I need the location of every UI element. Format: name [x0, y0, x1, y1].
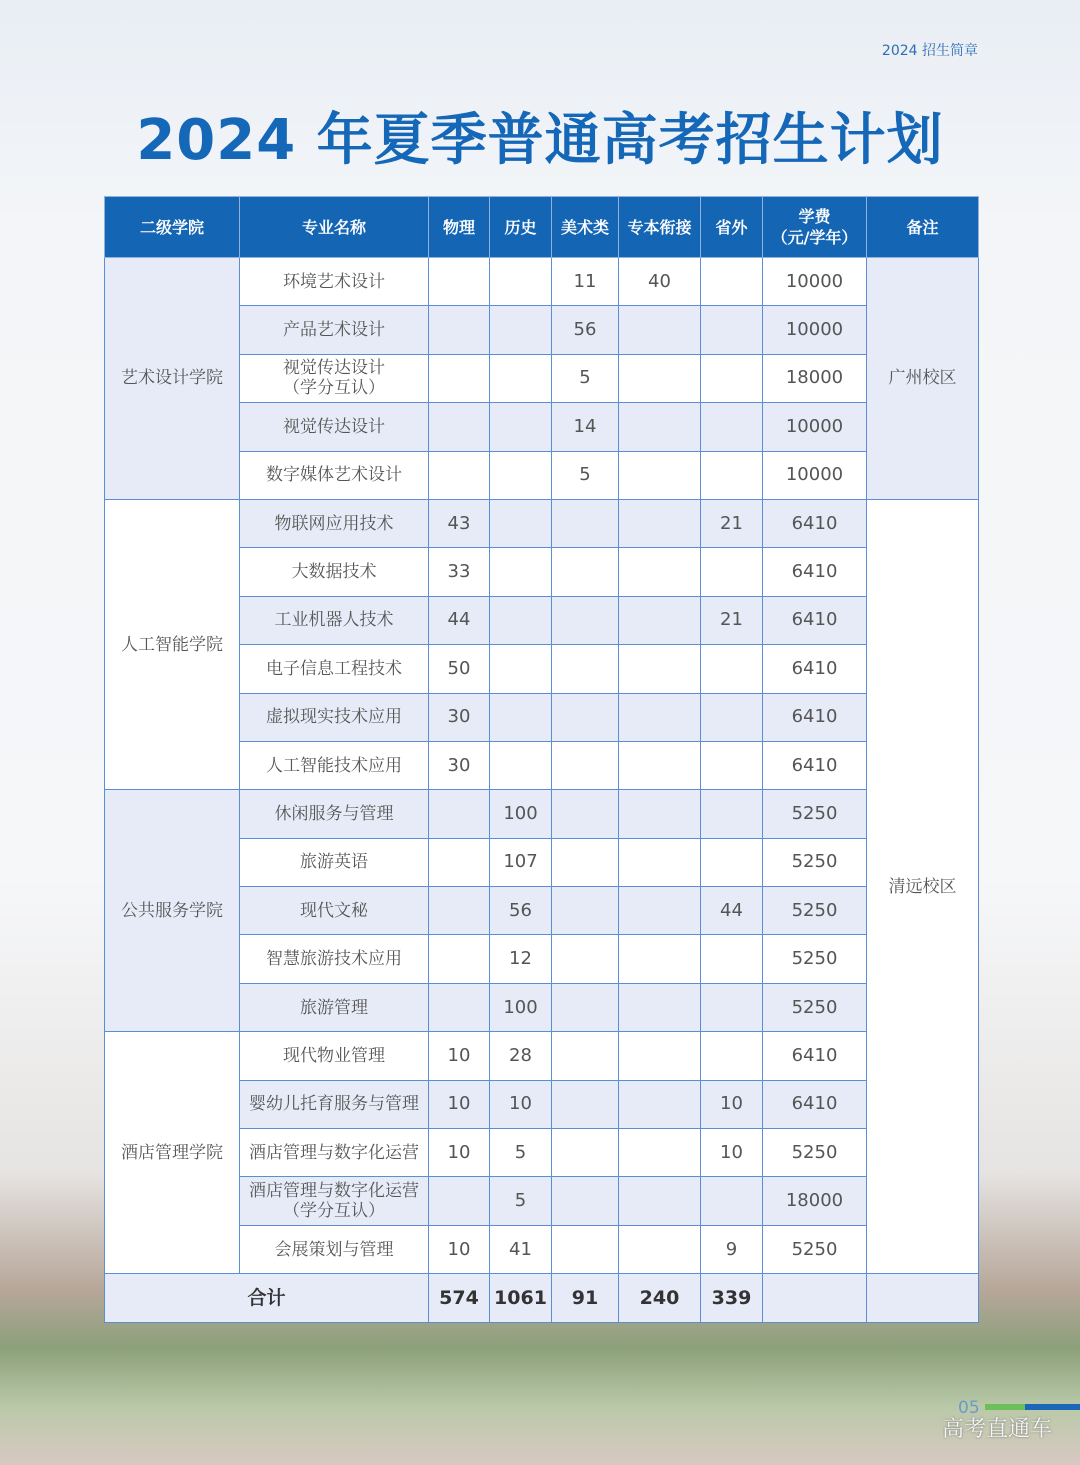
physics-cell: 30 — [429, 693, 490, 741]
col-history: 历史 — [490, 197, 552, 258]
art-cell — [552, 790, 619, 838]
fee-cell: 10000 — [763, 403, 867, 451]
out-province-cell — [701, 403, 763, 451]
bridge-cell — [619, 548, 701, 596]
major-note: （学分互认） — [283, 1201, 385, 1222]
art-cell — [552, 1032, 619, 1080]
major-cell: 大数据技术 — [240, 548, 429, 596]
history-cell — [490, 306, 552, 354]
total-hist: 1061 — [490, 1274, 552, 1322]
major-cell: 旅游英语 — [240, 838, 429, 886]
fee-cell: 6410 — [763, 548, 867, 596]
out-province-cell — [701, 1032, 763, 1080]
major-cell: 旅游管理 — [240, 983, 429, 1031]
art-cell: 5 — [552, 354, 619, 402]
col-college: 二级学院 — [105, 197, 240, 258]
bridge-cell — [619, 354, 701, 402]
out-province-cell: 9 — [701, 1225, 763, 1273]
fee-cell: 5250 — [763, 1129, 867, 1177]
col-fee — [763, 197, 867, 258]
history-cell — [490, 258, 552, 306]
col-art: 美术类 — [552, 197, 619, 258]
decor-bar-green — [985, 1404, 1025, 1410]
bridge-cell — [619, 306, 701, 354]
art-cell — [552, 499, 619, 547]
physics-cell: 10 — [429, 1080, 490, 1128]
bridge-cell — [619, 451, 701, 499]
art-cell — [552, 548, 619, 596]
major-cell: 环境艺术设计 — [240, 258, 429, 306]
physics-cell — [429, 451, 490, 499]
history-cell: 12 — [490, 935, 552, 983]
bridge-cell — [619, 790, 701, 838]
out-province-cell — [701, 354, 763, 402]
major-cell: 虚拟现实技术应用 — [240, 693, 429, 741]
out-province-cell — [701, 1177, 763, 1225]
bridge-cell: 40 — [619, 258, 701, 306]
history-cell: 5 — [490, 1129, 552, 1177]
remark-cell: 广州校区 — [867, 258, 979, 500]
out-province-cell — [701, 935, 763, 983]
art-cell — [552, 693, 619, 741]
major-cell: 人工智能技术应用 — [240, 741, 429, 789]
major-cell — [240, 354, 429, 402]
art-cell: 56 — [552, 306, 619, 354]
out-province-cell — [701, 258, 763, 306]
art-cell — [552, 1225, 619, 1273]
bridge-cell — [619, 983, 701, 1031]
fee-cell: 10000 — [763, 306, 867, 354]
fee-cell: 5250 — [763, 983, 867, 1031]
major-cell: 婴幼儿托育服务与管理 — [240, 1080, 429, 1128]
decor-bar-blue — [1025, 1404, 1080, 1410]
art-cell: 5 — [552, 451, 619, 499]
major-cell: 电子信息工程技术 — [240, 645, 429, 693]
out-province-cell: 44 — [701, 887, 763, 935]
college-cell: 人工智能学院 — [105, 499, 240, 789]
art-cell — [552, 838, 619, 886]
brochure-label: 2024 招生简章 — [881, 43, 978, 59]
bridge-cell — [619, 741, 701, 789]
physics-cell: 44 — [429, 596, 490, 644]
history-cell: 10 — [490, 1080, 552, 1128]
fee-cell: 10000 — [763, 258, 867, 306]
fee-cell: 5250 — [763, 1225, 867, 1273]
col-out-province: 省外 — [701, 197, 763, 258]
physics-cell: 43 — [429, 499, 490, 547]
table-header — [105, 197, 979, 258]
college-cell: 艺术设计学院 — [105, 258, 240, 500]
art-cell — [552, 741, 619, 789]
bridge-cell — [619, 1080, 701, 1128]
physics-cell — [429, 838, 490, 886]
major-cell: 数字媒体艺术设计 — [240, 451, 429, 499]
table-row — [105, 258, 979, 306]
history-cell: 107 — [490, 838, 552, 886]
fee-label: 学费 — [798, 207, 831, 226]
history-cell — [490, 693, 552, 741]
bridge-cell — [619, 1032, 701, 1080]
major-cell — [240, 1177, 429, 1225]
bridge-cell — [619, 935, 701, 983]
fee-cell: 10000 — [763, 451, 867, 499]
watermark: 高考直通车 — [942, 1417, 1053, 1442]
art-cell — [552, 1177, 619, 1225]
out-province-cell: 21 — [701, 596, 763, 644]
out-province-cell: 10 — [701, 1080, 763, 1128]
art-cell — [552, 983, 619, 1031]
major-cell: 现代文秘 — [240, 887, 429, 935]
out-province-cell — [701, 451, 763, 499]
bridge-cell — [619, 645, 701, 693]
major-cell: 休闲服务与管理 — [240, 790, 429, 838]
out-province-cell — [701, 741, 763, 789]
page-title: 2024 年夏季普通高考招生计划 — [136, 108, 944, 173]
bridge-cell — [619, 596, 701, 644]
fee-cell: 5250 — [763, 935, 867, 983]
physics-cell: 30 — [429, 741, 490, 789]
physics-cell — [429, 354, 490, 402]
art-cell — [552, 887, 619, 935]
history-cell: 100 — [490, 983, 552, 1031]
history-cell — [490, 741, 552, 789]
history-cell: 56 — [490, 887, 552, 935]
fee-cell: 5250 — [763, 838, 867, 886]
out-province-cell — [701, 790, 763, 838]
art-cell — [552, 596, 619, 644]
history-cell — [490, 354, 552, 402]
bridge-cell — [619, 1129, 701, 1177]
physics-cell — [429, 790, 490, 838]
total-bridge: 240 — [619, 1274, 701, 1322]
total-label: 合计 — [105, 1274, 429, 1322]
col-major: 专业名称 — [240, 197, 429, 258]
physics-cell: 50 — [429, 645, 490, 693]
history-cell: 28 — [490, 1032, 552, 1080]
fee-unit: （元/学年） — [771, 228, 858, 247]
physics-cell: 10 — [429, 1225, 490, 1273]
history-cell: 100 — [490, 790, 552, 838]
physics-cell — [429, 258, 490, 306]
out-province-cell — [701, 306, 763, 354]
bridge-cell — [619, 887, 701, 935]
bridge-cell — [619, 1177, 701, 1225]
out-province-cell: 21 — [701, 499, 763, 547]
out-province-cell — [701, 548, 763, 596]
col-physics: 物理 — [429, 197, 490, 258]
physics-cell — [429, 983, 490, 1031]
col-bridge: 专本衔接 — [619, 197, 701, 258]
college-cell: 酒店管理学院 — [105, 1032, 240, 1274]
history-cell — [490, 548, 552, 596]
history-cell: 5 — [490, 1177, 552, 1225]
table-row — [105, 790, 979, 838]
page-number: 05 — [958, 1398, 980, 1418]
out-province-cell — [701, 838, 763, 886]
major-cell: 物联网应用技术 — [240, 499, 429, 547]
fee-cell: 18000 — [763, 354, 867, 402]
history-cell — [490, 403, 552, 451]
bridge-cell — [619, 499, 701, 547]
major-cell: 酒店管理与数字化运营 — [240, 1129, 429, 1177]
total-out: 339 — [701, 1274, 763, 1322]
bridge-cell — [619, 1225, 701, 1273]
major-name: 视觉传达设计 — [283, 358, 385, 379]
fee-cell: 6410 — [763, 693, 867, 741]
major-cell: 会展策划与管理 — [240, 1225, 429, 1273]
physics-cell: 10 — [429, 1032, 490, 1080]
fee-cell: 6410 — [763, 596, 867, 644]
college-cell: 公共服务学院 — [105, 790, 240, 1032]
fee-cell: 5250 — [763, 790, 867, 838]
fee-cell: 6410 — [763, 645, 867, 693]
major-name: 酒店管理与数字化运营 — [249, 1181, 419, 1202]
fee-cell: 5250 — [763, 887, 867, 935]
col-remark: 备注 — [867, 197, 979, 258]
table-row — [105, 1032, 979, 1080]
physics-cell — [429, 887, 490, 935]
fee-cell: 6410 — [763, 1080, 867, 1128]
physics-cell — [429, 306, 490, 354]
fee-cell: 6410 — [763, 1032, 867, 1080]
physics-cell — [429, 1177, 490, 1225]
major-cell: 智慧旅游技术应用 — [240, 935, 429, 983]
art-cell — [552, 1129, 619, 1177]
history-cell — [490, 499, 552, 547]
art-cell — [552, 1080, 619, 1128]
physics-cell — [429, 935, 490, 983]
history-cell — [490, 451, 552, 499]
history-cell: 41 — [490, 1225, 552, 1273]
fee-cell: 18000 — [763, 1177, 867, 1225]
major-cell: 现代物业管理 — [240, 1032, 429, 1080]
bridge-cell — [619, 403, 701, 451]
total-row — [105, 1274, 979, 1322]
out-province-cell — [701, 693, 763, 741]
art-cell — [552, 645, 619, 693]
bridge-cell — [619, 838, 701, 886]
art-cell: 11 — [552, 258, 619, 306]
history-cell — [490, 596, 552, 644]
total-fee-empty — [763, 1274, 867, 1322]
major-cell: 视觉传达设计 — [240, 403, 429, 451]
out-province-cell — [701, 983, 763, 1031]
physics-cell: 33 — [429, 548, 490, 596]
remark-cell: 清远校区 — [867, 499, 979, 1273]
out-province-cell — [701, 645, 763, 693]
fee-cell: 6410 — [763, 741, 867, 789]
total-remark-empty — [867, 1274, 979, 1322]
major-cell: 产品艺术设计 — [240, 306, 429, 354]
total-phys: 574 — [429, 1274, 490, 1322]
table-row — [105, 499, 979, 547]
art-cell — [552, 935, 619, 983]
major-cell: 工业机器人技术 — [240, 596, 429, 644]
out-province-cell: 10 — [701, 1129, 763, 1177]
enrollment-plan-table — [104, 196, 979, 1323]
history-cell — [490, 645, 552, 693]
bridge-cell — [619, 693, 701, 741]
physics-cell: 10 — [429, 1129, 490, 1177]
physics-cell — [429, 403, 490, 451]
total-art: 91 — [552, 1274, 619, 1322]
art-cell: 14 — [552, 403, 619, 451]
fee-cell: 6410 — [763, 499, 867, 547]
major-note: （学分互认） — [283, 378, 385, 399]
